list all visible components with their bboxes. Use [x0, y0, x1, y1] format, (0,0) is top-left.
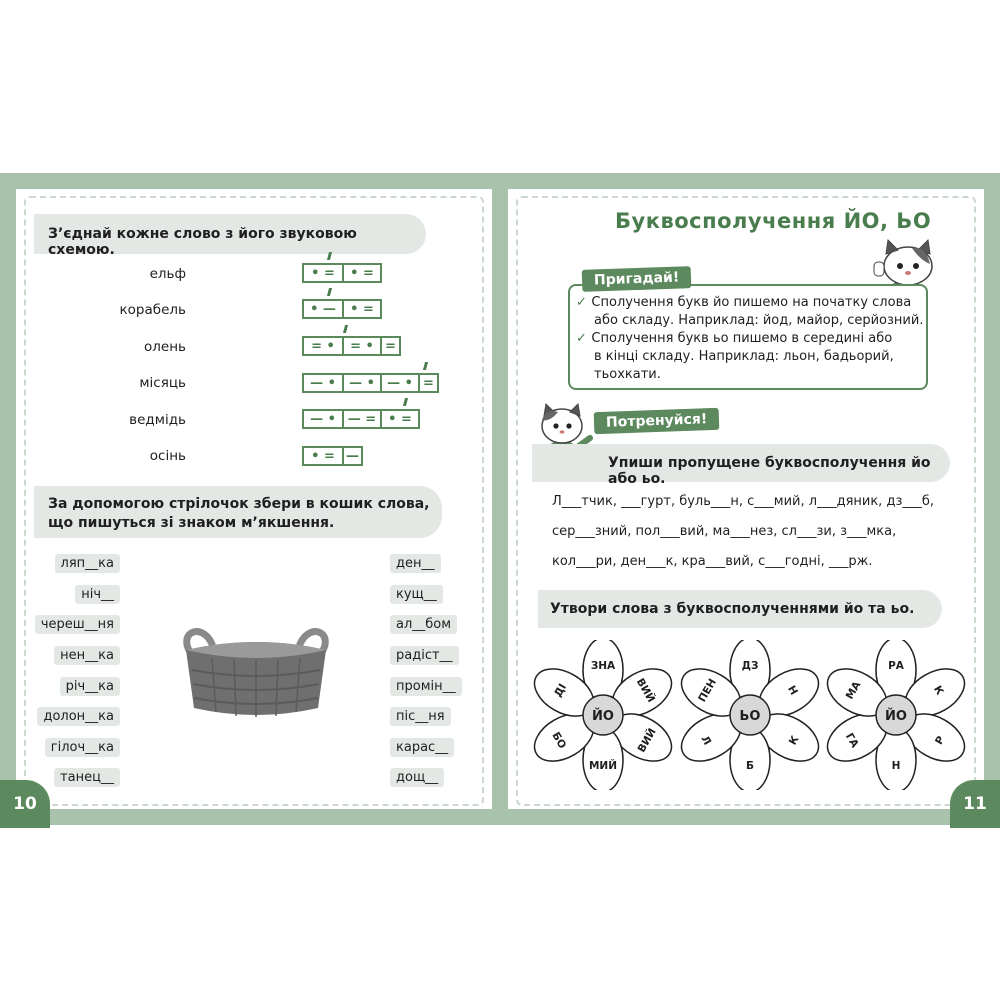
task-basket-line2: що пишуться зі знаком м’якшення.: [48, 515, 335, 531]
petal-label: Р: [933, 734, 948, 747]
page-number-left: [0, 780, 50, 828]
word-tag[interactable]: нен__ка: [54, 646, 120, 665]
scheme-cell: = •: [342, 338, 380, 354]
scheme-cell: • =: [342, 265, 380, 281]
remember-badge-text: Пригадай!: [593, 269, 680, 289]
scheme-cell: = •: [311, 338, 335, 354]
scheme-word: місяць: [139, 375, 186, 391]
flower-center-label: ЙО: [592, 709, 614, 724]
practice-badge-text: Потренуйся!: [605, 411, 708, 431]
petal-label: РА: [888, 660, 904, 672]
petal-label: ПЕН: [696, 676, 719, 705]
petal-label: ВИЙ: [633, 676, 658, 705]
scheme-word: осінь: [149, 448, 186, 464]
flower-center-label: ЙО: [885, 709, 907, 724]
word-tag[interactable]: річ__ка: [60, 677, 120, 696]
petal-label: Н: [891, 760, 901, 772]
exercise-line: Л___тчик, ___гурт, буль___н, с___мий, л___дяник, дз___б,: [552, 494, 935, 509]
petal-label: ГА: [842, 731, 861, 750]
task-connect-text: З’єднай кожне слово з його звуковою схемою.: [48, 226, 357, 258]
sound-scheme: [302, 263, 382, 283]
exercise-line: кол___ри, ден___к, кра___вий, с___годні, ___рж.: [552, 554, 873, 569]
word-tag[interactable]: ал__бом: [390, 615, 457, 634]
flower: [530, 640, 680, 790]
scheme-word: олень: [144, 339, 186, 355]
scheme-cell: • =: [311, 448, 335, 464]
practice-badge: [594, 408, 720, 434]
petal-label: БО: [549, 730, 569, 751]
word-tag[interactable]: кущ__: [390, 585, 443, 604]
word-tag[interactable]: промін__: [390, 677, 462, 696]
scheme-cell: — =: [342, 411, 380, 427]
scheme-cell: —: [342, 448, 361, 464]
word-tag[interactable]: радіст__: [390, 646, 459, 665]
word-tag[interactable]: ден__: [390, 554, 441, 573]
page-number-right-text: 11: [963, 794, 987, 814]
page-number-left-text: 10: [13, 794, 37, 814]
word-tag[interactable]: долон__ка: [37, 707, 120, 726]
petal-label: ВИЙ: [635, 726, 659, 755]
remember-badge: [582, 266, 692, 292]
sound-scheme: [302, 446, 363, 466]
petal-label: ЗНА: [590, 660, 616, 672]
scheme-cell: — •: [310, 375, 336, 391]
scheme-word: корабель: [119, 302, 186, 318]
word-tag[interactable]: гілоч__ка: [45, 738, 120, 757]
task-fill-in: [532, 444, 950, 487]
petal-label: ДЗ: [741, 660, 759, 672]
flower-center-label: ЬО: [739, 709, 761, 724]
petal-label: МА: [843, 679, 864, 702]
petal-label: К: [786, 733, 802, 748]
scheme-cell: • =: [380, 411, 418, 427]
check-icon: ✓: [576, 295, 592, 310]
word-tag[interactable]: піс__ня: [390, 707, 451, 726]
petal-label: Н: [785, 683, 800, 698]
remember-line: ✓ Сполучення букв ьо пишемо в середині або: [576, 331, 893, 346]
scheme-cell: — •: [380, 375, 418, 391]
scheme-cell: =: [380, 338, 399, 354]
petal-label: Б: [745, 760, 755, 772]
remember-line: тьохкати.: [594, 367, 661, 382]
remember-line: або складу. Наприклад: йод, майор, серйозний.: [594, 313, 924, 328]
sound-scheme: [302, 336, 401, 356]
scheme-cell: — •: [310, 411, 336, 427]
word-tag[interactable]: череш__ня: [35, 615, 120, 634]
task-form-words: [538, 590, 942, 628]
task-fill-in-text: Упиши пропущене буквосполучення йо або ьо.: [608, 455, 931, 487]
remember-line: в кінці складу. Наприклад: льон, бадьорий,: [594, 349, 894, 364]
word-tag[interactable]: танец__: [54, 768, 120, 787]
sound-scheme: [302, 409, 420, 429]
word-tag[interactable]: ніч__: [75, 585, 120, 604]
flower: [819, 640, 970, 790]
scheme-cell: =: [418, 375, 437, 391]
scheme-cell: • —: [310, 301, 336, 317]
task-basket: [34, 486, 442, 538]
word-tag[interactable]: карас__: [390, 738, 454, 757]
page-number-right: [950, 780, 1000, 828]
task-form-words-text: Утвори слова з буквосполученнями йо та ьо.: [550, 601, 915, 617]
scheme-cell: • =: [311, 265, 335, 281]
exercise-line: сер___зний, пол___вий, ма___нез, сл___зи, з___мка,: [552, 524, 897, 539]
sound-scheme: [302, 299, 382, 319]
petal-label: К: [931, 683, 946, 698]
remember-line: ✓ Сполучення букв йо пишемо на початку слова: [576, 295, 912, 310]
scheme-word: ельф: [149, 266, 186, 282]
word-tag[interactable]: ляп__ка: [55, 554, 120, 573]
check-icon: ✓: [576, 331, 592, 346]
scheme-cell: — •: [342, 375, 380, 391]
task-connect-words: [34, 214, 426, 258]
flower: [673, 640, 826, 790]
petal-label: МИЙ: [588, 760, 618, 772]
petal-label: ДІ: [552, 681, 570, 700]
flowers-diagram: [530, 640, 970, 790]
basket-icon: [172, 622, 340, 722]
petal-label: Л: [698, 733, 714, 748]
sound-scheme: [302, 373, 439, 393]
task-basket-line1: За допомогою стрілочок збери в кошик слова,: [48, 496, 430, 512]
word-tag[interactable]: дощ__: [390, 768, 444, 787]
scheme-word: ведмідь: [129, 412, 186, 428]
scheme-cell: • =: [342, 301, 380, 317]
page-title: Буквосполучення ЙО, ЬО: [615, 209, 932, 233]
